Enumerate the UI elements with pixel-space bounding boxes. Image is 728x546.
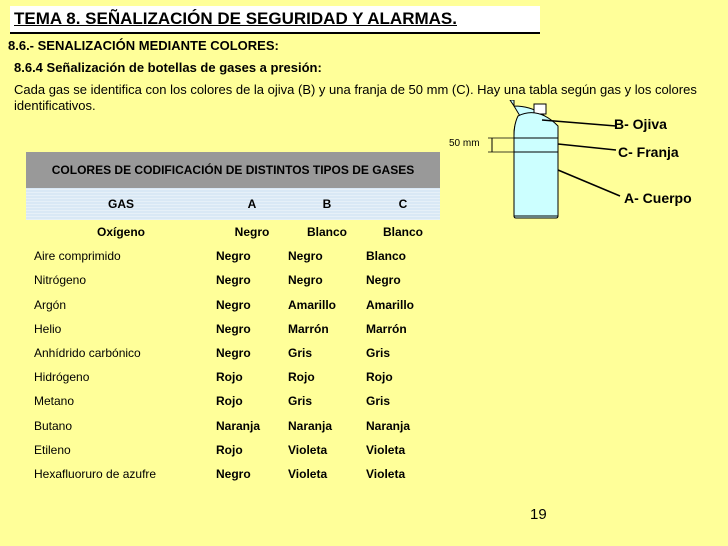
pointer-franja [558,144,616,150]
cell-c: Violeta [366,466,406,481]
header-c: C [398,197,408,211]
section-heading: 8.6.- SENALIZACIÓN MEDIANTE COLORES: [8,38,279,53]
cell-gas: Aire comprimido [34,249,121,264]
table-row [26,414,440,438]
cell-a: Negro [216,346,251,361]
header-gas: GAS [107,197,134,211]
cell-a: Negro [216,249,251,264]
cell-gas: Hidrógeno [34,370,90,385]
cell-a: Negro [216,297,251,312]
table-header-row [26,188,440,220]
page-number: 19 [530,506,547,523]
cell-a: Negro [216,273,251,288]
cell-b: Gris [288,394,313,409]
cell-gas: Etileno [34,442,71,457]
table-row [26,365,440,389]
page-title: TEMA 8. SEÑALIZACIÓN DE SEGURIDAD Y ALARMAS. [14,9,457,28]
table-row [26,293,440,317]
bottle-valve [534,104,546,114]
cell-c: Gris [366,346,391,361]
table-title: COLORES DE CODIFICACIÓN DE DISTINTOS TIPOS DE GASES [26,152,440,188]
cell-c: Gris [366,394,391,409]
table-body [26,220,440,486]
cell-gas: Metano [34,394,75,409]
label-franja: C- Franja [618,144,679,160]
cell-b: Negro [288,273,323,288]
gas-color-table [26,152,440,486]
cell-c: Blanco [366,249,407,264]
cell-c: Marrón [366,321,407,336]
cell-b: Rojo [288,370,315,385]
table-row [26,268,440,292]
cell-a: Naranja [216,418,261,433]
dimension-label: 50 mm [449,138,480,149]
pointer-cuerpo [558,170,620,196]
cell-gas: Argón [34,297,67,312]
cell-a: Rojo [216,370,243,385]
cell-gas: Helio [34,321,62,336]
cell-c: Amarillo [366,297,415,312]
table-row [26,220,440,244]
cell-a: Negro [234,225,270,240]
table-row [26,389,440,413]
cell-b: Violeta [288,466,328,481]
cell-gas: Nitrógeno [34,273,87,288]
cell-c: Negro [366,273,401,288]
cell-b: Naranja [288,418,333,433]
cell-a: Rojo [216,442,243,457]
description-text: Cada gas se identifica con los colores de la ojiva (B) y una franja de 50 mm (C). Hay una tabla según gas y los colores identificativos. [14,82,697,113]
cell-b: Marrón [288,321,329,336]
bottle-body [514,113,558,216]
cell-a: Negro [216,466,251,481]
cell-gas: Anhídrido carbónico [34,346,141,361]
table-row [26,244,440,268]
cell-b: Amarillo [288,297,337,312]
header-b: B [322,197,332,211]
cell-gas: Hexafluoruro de azufre [34,466,157,481]
label-cuerpo: A- Cuerpo [624,190,692,206]
cell-b: Violeta [288,442,328,457]
cell-b: Blanco [306,225,347,240]
label-ojiva: B- Ojiva [614,116,667,132]
cell-c: Rojo [366,370,393,385]
cell-b: Negro [288,249,323,264]
table-row [26,341,440,365]
table-row [26,438,440,462]
cell-b: Gris [288,346,313,361]
subsection-heading: 8.6.4 Señalización de botellas de gases a presión: [14,60,322,75]
cell-gas: Butano [34,418,73,433]
cell-c: Violeta [366,442,406,457]
table-row [26,462,440,486]
cell-gas: Oxígeno [96,225,145,240]
cell-c: Naranja [366,418,411,433]
header-a: A [247,197,257,211]
table-row [26,317,440,341]
cell-a: Negro [216,321,251,336]
cell-c: Blanco [382,225,423,240]
cell-a: Rojo [216,394,243,409]
